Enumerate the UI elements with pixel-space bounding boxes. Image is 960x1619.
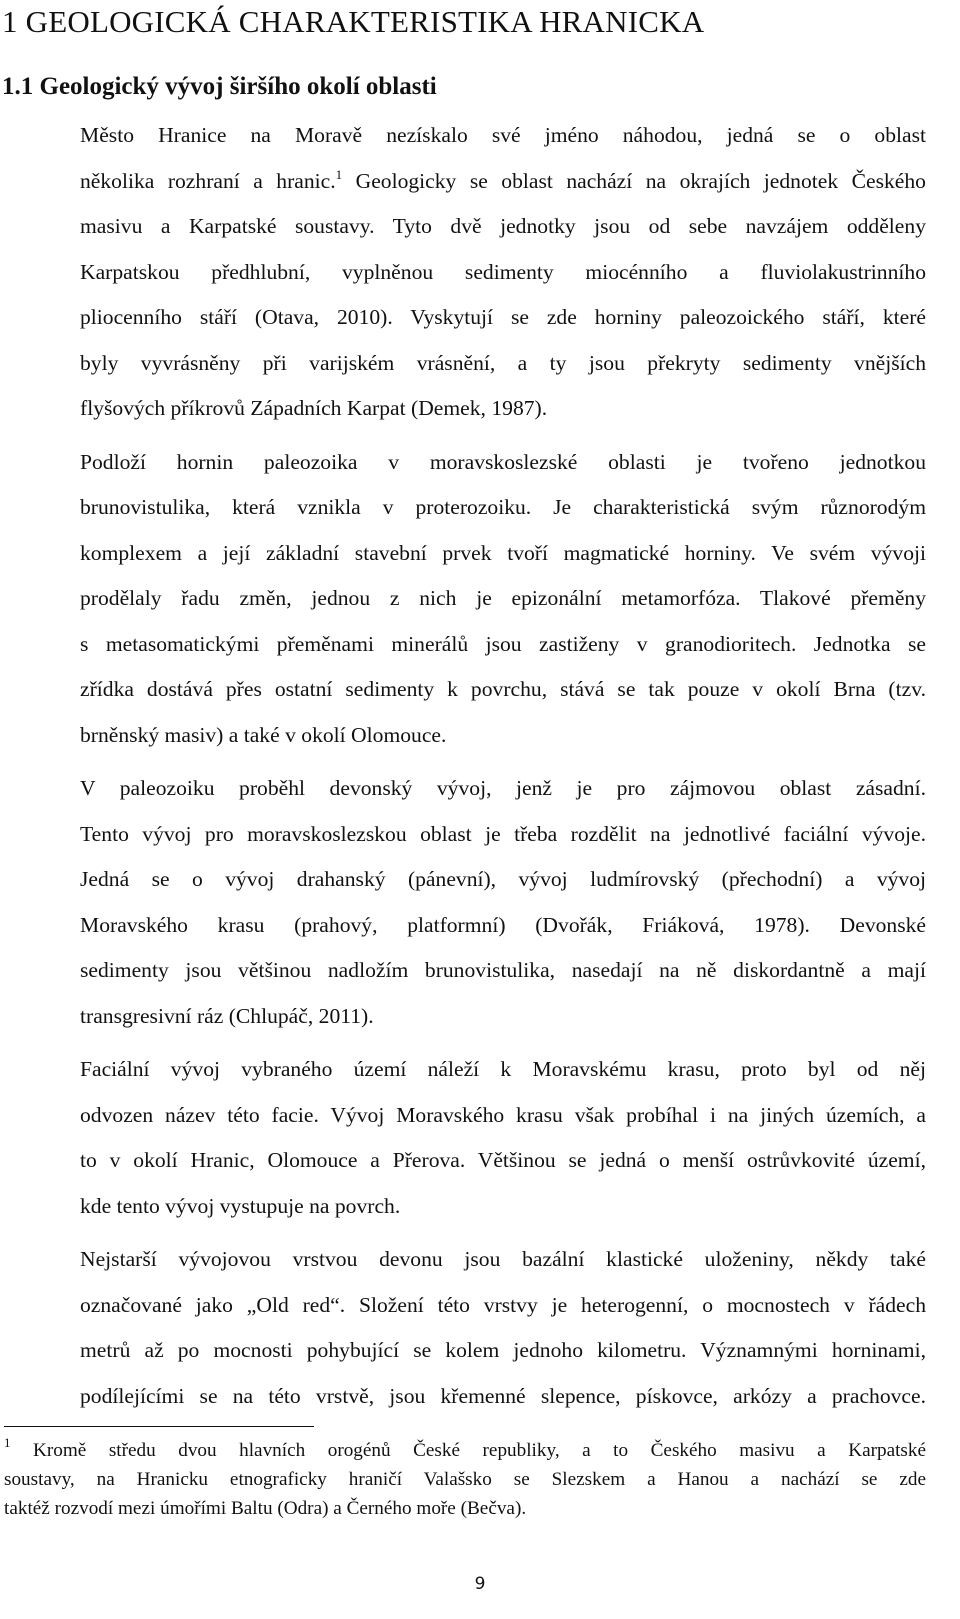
text-line: to v okolí Hranic, Olomouce a Přerova. Většinou se jedná o menší ostrůvkovité území, bbox=[80, 1148, 926, 1172]
text-line: s metasomatickými přeměnami minerálů jsou zastiženy v granodioritech. Jednotka se bbox=[80, 631, 926, 656]
text-line: masivu a Karpatské soustavy. Tyto dvě jednotky jsou od sebe navzájem odděleny bbox=[80, 214, 926, 238]
text-line: komplexem a její základní stavební prvek tvoří magmatické horniny. Ve svém vývoji bbox=[80, 540, 926, 565]
text-fragment: Geologicky se oblast nachází na okrajích jednotek Českého bbox=[342, 168, 926, 193]
text-fragment: několika rozhraní a hranic. bbox=[80, 168, 336, 193]
text-line: Karpatskou předhlubní, vyplněnou sedimenty miocénního a fluviolakustrinního bbox=[80, 259, 926, 284]
text-line: odvozen název této facie. Vývoj Moravského krasu však probíhal i na jiných územích, a bbox=[80, 1102, 926, 1127]
text-line: kde tento vývoj vystupuje na povrch. bbox=[80, 1193, 401, 1218]
text-line: flyšových příkrovů Západních Karpat (Demek, 1987). bbox=[80, 396, 548, 420]
text-line: zřídka dostává přes ostatní sedimenty k povrchu, stává se tak pouze v okolí Brna (tzv. bbox=[80, 677, 926, 701]
text-line: Moravského krasu (prahový, platformní) (Dvořák, Friáková, 1978). Devonské bbox=[80, 912, 926, 937]
text-line: byly vyvrásněny při varijském vrásnění, a ty jsou překryty sedimenty vnějších bbox=[80, 350, 926, 375]
text-line: V paleozoiku proběhl devonský vývoj, jenž je pro zájmovou oblast zásadní. bbox=[80, 776, 926, 800]
text-line: prodělaly řadu změn, jednou z nich je epizonální metamorfóza. Tlakové přeměny bbox=[80, 586, 926, 610]
footnote-separator bbox=[4, 1426, 314, 1427]
page-number: 9 bbox=[474, 1574, 486, 1594]
text-line: Nejstarší vývojovou vrstvou devonu jsou bazální klastické uloženiny, někdy také bbox=[80, 1247, 926, 1271]
text-line: Tento vývoj pro moravskoslezskou oblast je třeba rozdělit na jednotlivé faciální vývoje. bbox=[80, 821, 926, 846]
text-fragment: Kromě středu dvou hlavních orogénů České republiky, a to Českého masivu a Karpatské bbox=[10, 1440, 926, 1461]
text-line: Město Hranice na Moravě nezískalo své jméno náhodou, jedná se o oblast bbox=[80, 123, 926, 147]
body-text bbox=[4, 113, 926, 1427]
footnote-line: soustavy, na Hranicku etnograficky hraničí Valašsko se Slezskem a Hanou a nachází se zde bbox=[4, 1469, 926, 1490]
footnote-line: taktéž rozvodí mezi úmořími Baltu (Odra) a Černého moře (Bečva). bbox=[4, 1498, 527, 1519]
paragraph-2 bbox=[4, 440, 926, 759]
text-line: pliocenního stáří (Otava, 2010). Vyskytují se zde horniny paleozoického stáří, které bbox=[80, 305, 926, 329]
text-line bbox=[4, 159, 926, 205]
chapter-heading: 1 GEOLOGICKÁ CHARAKTERISTIKA HRANICKA bbox=[2, 4, 705, 39]
text-line: podílejícími se na této vrstvě, jsou křemenné slepence, pískovce, arkózy a prachovce. bbox=[80, 1383, 926, 1408]
section-heading: 1.1 Geologický vývoj širšího okolí oblasti bbox=[2, 73, 437, 100]
text-line: brunovistulika, která vznikla v proterozoiku. Je charakteristická svým různorodým bbox=[80, 495, 926, 519]
footnote-line bbox=[4, 1436, 926, 1465]
text-line: Jedná se o vývoj drahanský (pánevní), vývoj ludmírovský (přechodní) a vývoj bbox=[80, 867, 926, 891]
text-line: Faciální vývoj vybraného území náleží k Moravskému krasu, proto byl od něj bbox=[80, 1057, 926, 1081]
text-line: Podloží hornin paleozoika v moravskoslezské oblasti je tvořeno jednotkou bbox=[80, 449, 926, 474]
text-line: brněnský masiv) a také v okolí Olomouce. bbox=[80, 722, 447, 747]
paragraph-1 bbox=[4, 113, 926, 432]
text-line: metrů až po mocnosti pohybující se kolem jednoho kilometru. Významnými horninami, bbox=[80, 1338, 926, 1362]
text-line: sedimenty jsou většinou nadložím brunovistulika, nasedají na ně diskordantně a mají bbox=[80, 958, 926, 982]
footnote bbox=[4, 1436, 926, 1523]
text-line: transgresivní ráz (Chlupáč, 2011). bbox=[80, 1003, 374, 1028]
paragraph-3 bbox=[4, 766, 926, 1039]
paragraph-5 bbox=[4, 1237, 926, 1419]
text-line: označované jako „Old red“. Složení této vrstvy je heterogenní, o mocnostech v řádech bbox=[80, 1292, 926, 1317]
paragraph-4 bbox=[4, 1047, 926, 1229]
footnote-reference: 1 bbox=[335, 166, 343, 182]
footnote-mark: 1 bbox=[4, 1435, 11, 1450]
